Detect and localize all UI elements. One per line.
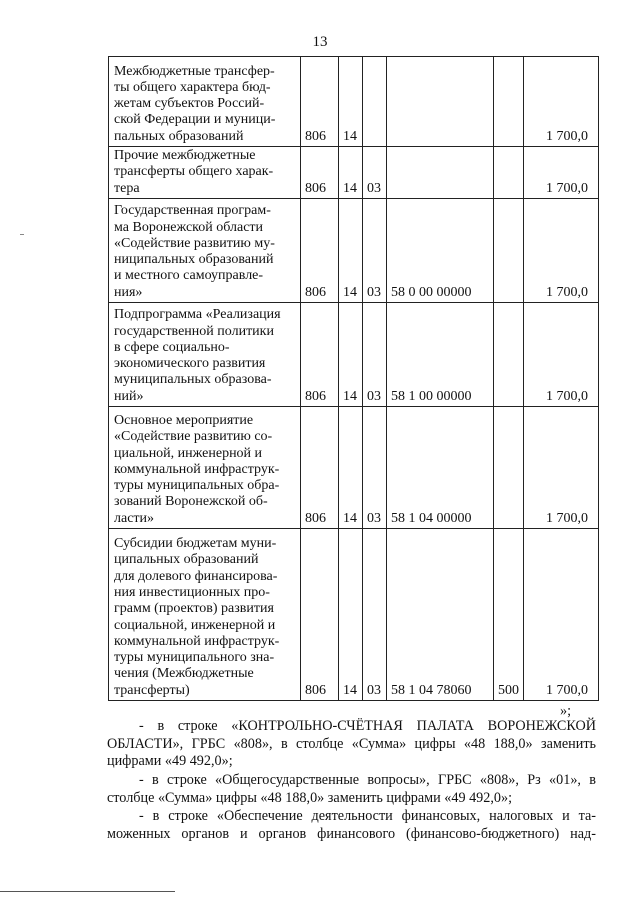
row-name: Межбюджетные трансфер- ты общего характера бюд- жетам субъектов Россий- ской Федерации и муници- пальных образований (109, 57, 301, 147)
csr-cell: 58 1 00 00000 (387, 303, 494, 407)
row-name: Подпрограмма «Реализация государственной политики в сфере социально- экономического развития муниципальных образова- ний» (109, 303, 301, 407)
sum-cell: 1 700,0 (524, 407, 599, 529)
pr-cell: 03 (363, 529, 387, 701)
row-name: Прочие межбюджетные трансферты общего харак- тера (109, 147, 301, 199)
table-row (109, 407, 599, 529)
closing-quote: »; (560, 703, 572, 719)
budget-table (108, 56, 599, 701)
amendment-paragraph-3 (107, 808, 596, 843)
paragraph-line: - в строке «КОНТРОЛЬНО-СЧЁТНАЯ ПАЛАТА ВОРОНЕЖСКОЙ (139, 718, 596, 734)
grbs-cell: 806 (301, 147, 339, 199)
scan-mark (20, 234, 24, 235)
row-name: Субсидии бюджетам муни- ципальных образований для долевого финансирова- ния инвестиционных про- грамм (проектов) развития социальной, инженерной и коммунальной инфраструк- туры муниципального зна- чения (Межбюджетные трансферты) (109, 529, 301, 701)
rz-cell: 14 (339, 147, 363, 199)
table-row (109, 57, 599, 147)
rz-cell: 14 (339, 57, 363, 147)
vr-cell (494, 407, 524, 529)
grbs-cell: 806 (301, 407, 339, 529)
vr-cell (494, 199, 524, 303)
pr-cell: 03 (363, 407, 387, 529)
rz-cell: 14 (339, 529, 363, 701)
footer-rule (0, 891, 175, 892)
sum-cell: 1 700,0 (524, 303, 599, 407)
csr-cell (387, 147, 494, 199)
sum-cell: 1 700,0 (524, 529, 599, 701)
sum-cell: 1 700,0 (524, 57, 599, 147)
pr-cell: 03 (363, 147, 387, 199)
paragraph-line: - в строке «Обеспечение деятельности финансовых, налоговых и та- (139, 808, 596, 824)
pr-cell: 03 (363, 199, 387, 303)
vr-cell (494, 303, 524, 407)
grbs-cell: 806 (301, 303, 339, 407)
sum-cell: 1 700,0 (524, 147, 599, 199)
csr-cell: 58 1 04 00000 (387, 407, 494, 529)
table-row (109, 147, 599, 199)
grbs-cell: 806 (301, 57, 339, 147)
table-row (109, 303, 599, 407)
rz-cell: 14 (339, 303, 363, 407)
paragraph-line: столбце «Сумма» цифры «48 188,0» заменить цифрами «49 492,0»; (107, 789, 513, 806)
pr-cell: 03 (363, 303, 387, 407)
vr-cell: 500 (494, 529, 524, 701)
sum-cell: 1 700,0 (524, 199, 599, 303)
vr-cell (494, 147, 524, 199)
pr-cell (363, 57, 387, 147)
csr-cell (387, 57, 494, 147)
rz-cell: 14 (339, 199, 363, 303)
page-number: 13 (312, 34, 328, 50)
paragraph-line: ОБЛАСТИ», ГРБС «808», в столбце «Сумма» цифры «48 188,0» заменить (107, 735, 596, 752)
amendment-paragraph-1 (107, 718, 596, 771)
grbs-cell: 806 (301, 529, 339, 701)
grbs-cell: 806 (301, 199, 339, 303)
row-name: Государственная програм- ма Воронежской области «Содействие развитию му- ниципальных образований и местного самоуправле- ния» (109, 199, 301, 303)
vr-cell (494, 57, 524, 147)
csr-cell: 58 0 00 00000 (387, 199, 494, 303)
table-row (109, 529, 599, 701)
paragraph-line: - в строке «Общегосударственные вопросы», ГРБС «808», Рз «01», в (139, 772, 596, 788)
paragraph-line: моженных органов и органов финансового (финансово-бюджетного) над- (107, 825, 596, 842)
rz-cell: 14 (339, 407, 363, 529)
csr-cell: 58 1 04 78060 (387, 529, 494, 701)
amendment-paragraph-2 (107, 772, 596, 807)
paragraph-line: цифрами «49 492,0»; (107, 753, 233, 769)
row-name: Основное мероприятие «Содействие развитию со- циальной, инженерной и коммунальной инфраструк- туры муниципальных обра- зований Воронежской об- ласти» (109, 407, 301, 529)
table-row (109, 199, 599, 303)
